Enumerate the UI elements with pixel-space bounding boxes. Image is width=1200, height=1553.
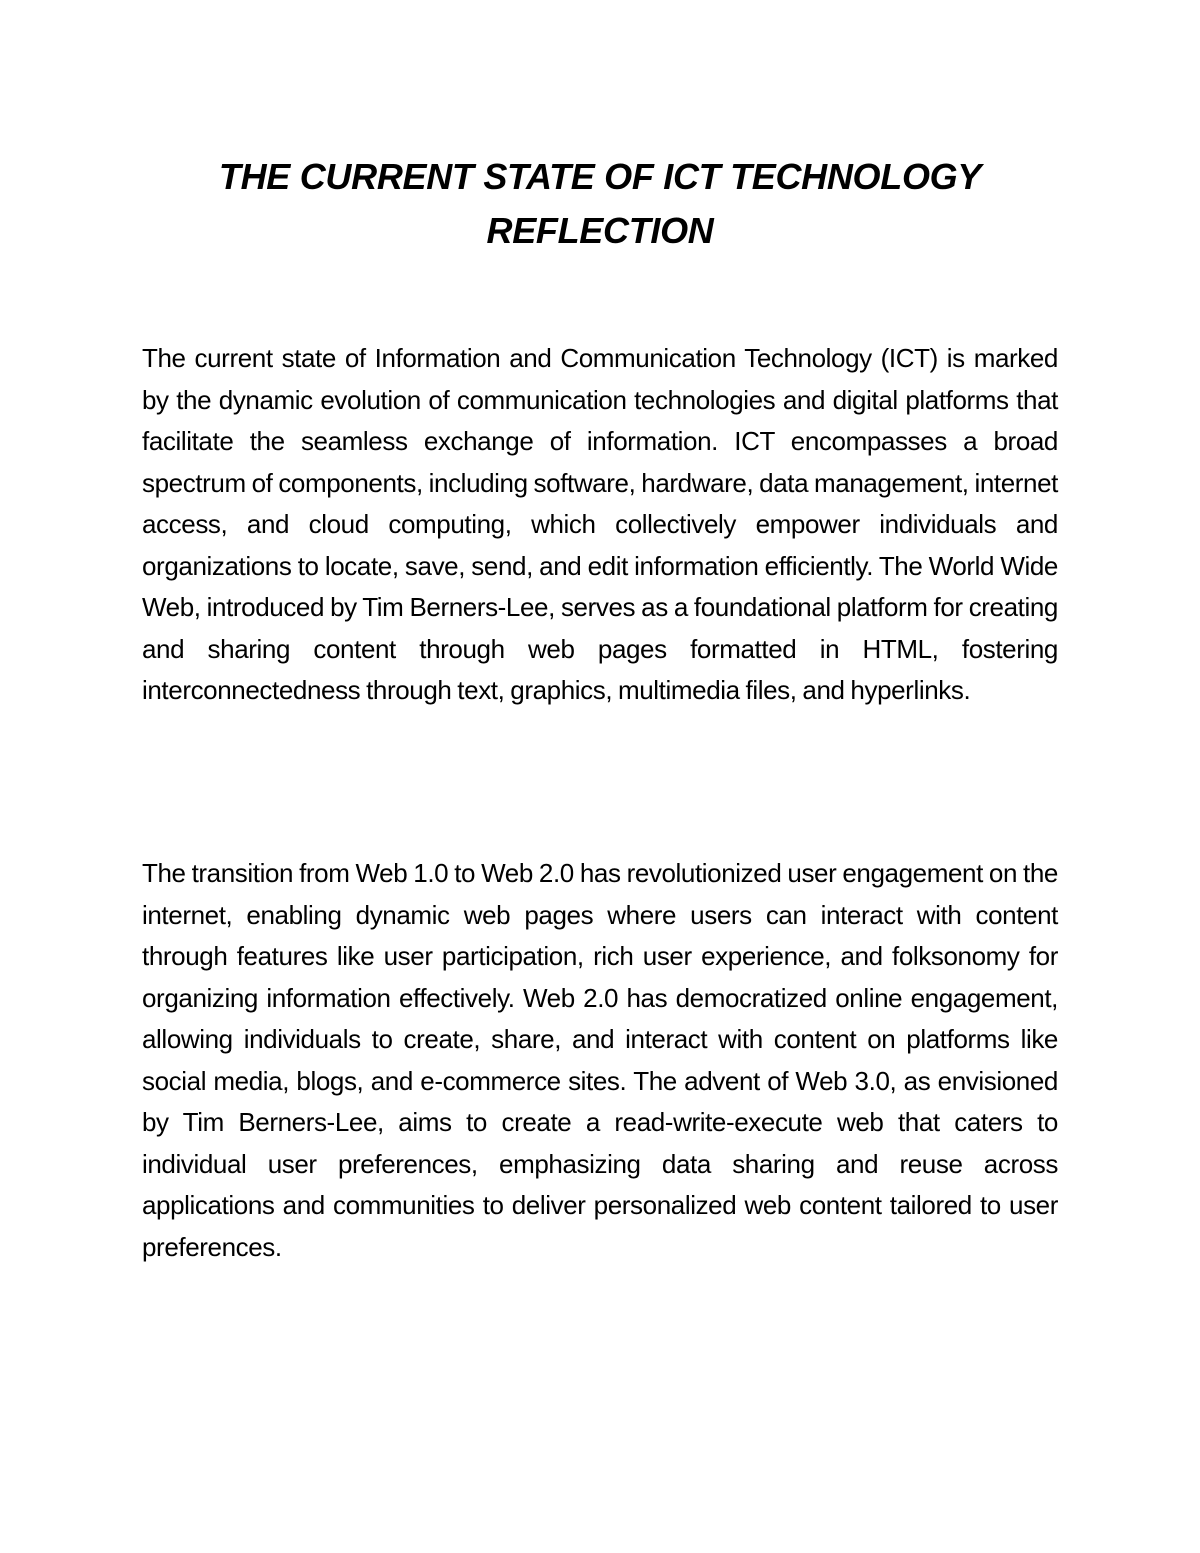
title-line-1: THE CURRENT STATE OF ICT TECHNOLOGY xyxy=(218,156,982,197)
paragraph-2: The transition from Web 1.0 to Web 2.0 has revolutionized user engagement on the internet, enabling dynamic web pages where users can interact with content through features like user participation, rich user experience, and folksonomy for organizing information effectively. Web 2.0 has democratized online engagement, allowing individuals to create, share, and interact with content on platforms like social media, blogs, and e-commerce sites. The advent of Web 3.0, as envisioned by Tim Berners-Lee, aims to create a read-write-execute web that caters to individual user preferences, emphasizing data sharing and reuse across applications and communities to deliver personalized web content tailored to user preferences. xyxy=(142,858,1058,1262)
document-title xyxy=(140,150,1060,258)
paragraph-1: The current state of Information and Communication Technology (ICT) is marked by the dynamic evolution of communication technologies and digital platforms that facilitate the seamless exchange of information. ICT encompasses a broad spectrum of components, including software, hardware, data management, internet access, and cloud computing, which collectively empower individuals and organizations to locate, save, send, and edit information efficiently. The World Wide Web, introduced by Tim Berners-Lee, serves as a foundational platform for creating and sharing content through web pages formatted in HTML, fostering interconnectedness through text, graphics, multimedia files, and hyperlinks. xyxy=(142,343,1058,705)
title-line-2: REFLECTION xyxy=(486,210,714,251)
